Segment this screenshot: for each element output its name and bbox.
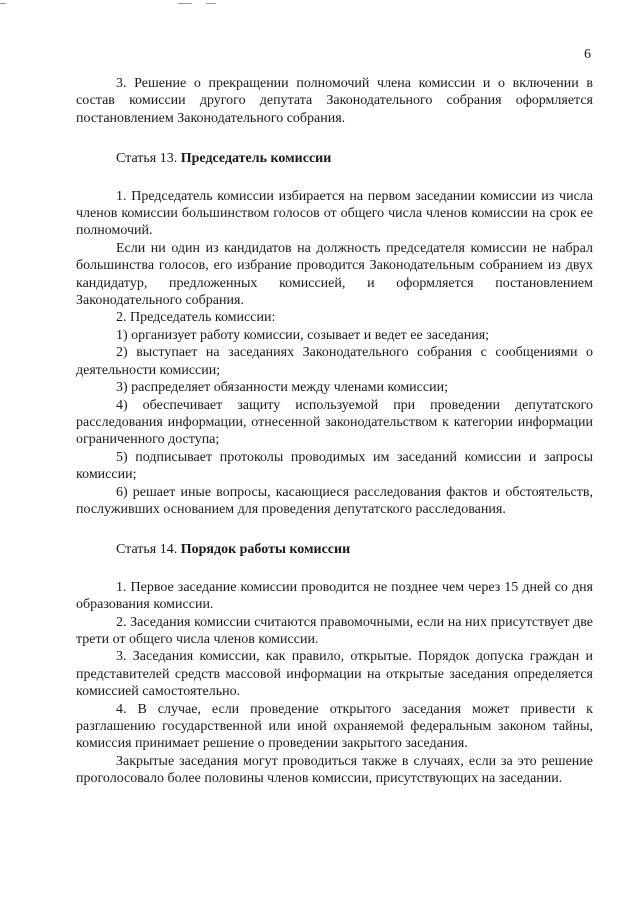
spacer bbox=[76, 127, 593, 150]
paragraph: Если ни один из кандидатов на должность председателя комиссии не набрал большинства голосов, его избрание проводится Законодательным собранием из двух кандидатур, предложенных комиссией, и оформляется постановлением Законодательного собрания. bbox=[76, 240, 593, 309]
article-13-prefix: Статья 13. bbox=[116, 151, 181, 167]
document-body bbox=[76, 75, 593, 788]
article-13-heading bbox=[76, 150, 593, 167]
article-14-title: Порядок работы комиссии bbox=[180, 542, 351, 558]
paragraph: 1. Первое заседание комиссии проводится не позднее чем через 15 дней со дня образования комиссии. bbox=[76, 579, 593, 613]
scan-artifact bbox=[0, 3, 6, 4]
page-number: 6 bbox=[584, 47, 591, 62]
paragraph: 4. В случае, если проведение открытого заседания может привести к разглашению государственной или иной охраняемой федеральным законом тайны, комиссия принимает решение о проведении закрытого заседания. bbox=[76, 701, 593, 752]
article-13-title: Председатель комиссии bbox=[180, 151, 332, 167]
article-14-heading bbox=[76, 541, 593, 558]
spacer bbox=[76, 168, 593, 188]
spacer bbox=[76, 518, 593, 541]
article-14-prefix: Статья 14. bbox=[116, 542, 181, 558]
list-item: 1) организует работу комиссии, созывает и ведет ее заседания; bbox=[116, 327, 490, 343]
scan-artifact bbox=[178, 3, 192, 4]
paragraph: 1. Председатель комиссии избирается на первом заседании комиссии из числа членов комиссии большинством голосов от общего числа членов комиссии на срок ее полномочий. bbox=[76, 188, 593, 239]
paragraph: 3. Решение о прекращении полномочий члена комиссии и о включении в состав комиссии другого депутата Законодательного собрания оформляется постановлением Законодательного собрания. bbox=[76, 76, 593, 126]
paragraph: 3. Заседания комиссии, как правило, открытые. Порядок допуска граждан и представителей средств массовой информации на открытые заседания определяется комиссией самостоятельно. bbox=[76, 649, 593, 700]
spacer bbox=[76, 559, 593, 579]
list-item: 3) распределяет обязанности между членами комиссии; bbox=[116, 380, 448, 396]
list-item: 5) подписывает протоколы проводимых им заседаний комиссии и запросы комиссии; bbox=[76, 449, 593, 483]
list-item: 2) выступает на заседаниях Законодательного собрания с сообщениями о деятельности комиссии; bbox=[76, 345, 593, 378]
scan-artifact bbox=[206, 3, 216, 4]
paragraph: 2. Председатель комиссии: bbox=[116, 310, 276, 326]
paragraph: 2. Заседания комиссии считаются правомочными, если на них присутствует две трети от общего числа членов комиссии. bbox=[76, 614, 593, 647]
list-item: 6) решает иные вопросы, касающиеся расследования фактов и обстоятельств, послуживших основанием для проведения депутатского расследования. bbox=[76, 484, 593, 517]
list-item: 4) обеспечивает защиту используемой при проведении депутатского расследования информации, отнесенной законодательством к категории информации ограниченного доступа; bbox=[76, 397, 593, 448]
paragraph: Закрытые заседания могут проводиться также в случаях, если за это решение проголосовало более половины членов комиссии, присутствующих на заседании. bbox=[76, 753, 593, 787]
